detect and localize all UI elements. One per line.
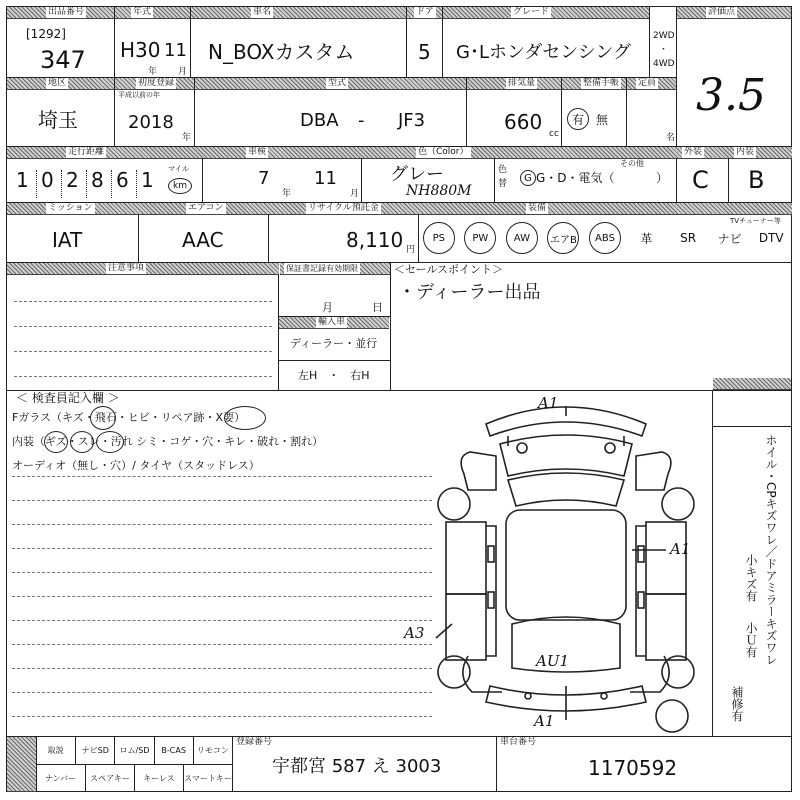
side-note-line-4: 補修有	[730, 686, 744, 722]
record-yes-circled: 有	[567, 108, 589, 130]
model-code-value: JF3	[398, 110, 426, 131]
equipment-item	[543, 216, 585, 260]
paint-other-label: その他	[620, 159, 644, 168]
equipment-label: エアB	[547, 222, 579, 254]
region-header: 地区	[48, 78, 67, 88]
shaken-tsuki: 月	[350, 189, 360, 199]
bottom-cell: スマートキー	[183, 764, 232, 792]
equipment-label: ABS	[589, 222, 621, 254]
auction-sheet	[6, 6, 792, 792]
left-front-fender	[461, 452, 496, 490]
first-reg-suffix: 年	[182, 133, 192, 143]
plate-header: 登録番号	[236, 737, 273, 747]
lot-code: [1292]	[26, 27, 66, 41]
warranty-header: 保証書記録有効期限	[286, 264, 358, 273]
model-code-header: 型式	[328, 78, 347, 88]
model-code-prefix: DBA	[300, 110, 339, 131]
bottom-cell: リモコン	[193, 736, 232, 764]
mark-chip-circle	[90, 406, 116, 430]
import-header: 輸入車	[318, 317, 346, 327]
color-code: NH880M	[406, 183, 472, 199]
plate-value: 宇都宮 587 え 3003	[272, 756, 442, 777]
equipment-item	[626, 216, 668, 260]
recycle-unit: 円	[406, 245, 416, 255]
side-note-line-1: ホイル・CPキズワレ／ドアミラーキズワレ	[764, 434, 778, 666]
year-nen-label: 年	[148, 67, 158, 77]
row3-header-band	[7, 147, 792, 159]
right-front-wheel	[662, 488, 694, 520]
car-diagram	[416, 386, 716, 736]
bottom-cell: B-CAS	[154, 736, 193, 764]
equipment-item	[667, 216, 709, 260]
color-change-1: 色	[498, 165, 508, 175]
score-value: 3.5	[696, 70, 766, 121]
year-month: 11	[164, 40, 187, 61]
chassis-header: 車台番号	[500, 737, 537, 747]
doors-header: ドア	[416, 7, 434, 17]
equipment-item	[460, 216, 502, 260]
recycle-header: リサイクル預託金	[308, 203, 379, 213]
mark-repair-circle	[224, 406, 266, 430]
chassis-value: 1170592	[588, 756, 678, 780]
exterior-value: C	[692, 166, 709, 194]
roof	[506, 510, 626, 620]
aircon-header: エアコン	[188, 203, 224, 213]
equipment-label: DTV	[758, 231, 784, 245]
capacity-suffix: 名	[666, 133, 676, 143]
shaken-header: 車検	[248, 147, 267, 157]
displacement-header: 排気量	[508, 78, 536, 88]
bottom-left-hatch	[7, 737, 36, 792]
inspector-line-2: 内装（ギズ・スレ・汚れ シミ・コゲ・穴・キレ・破れ・割れ）	[12, 435, 324, 448]
displacement-unit: cc	[549, 129, 559, 139]
score-header: 評価点	[708, 7, 736, 17]
interior-header: 内装	[736, 147, 755, 157]
region-value: 埼玉	[38, 108, 78, 132]
windshield	[508, 473, 624, 506]
equipment-item	[584, 216, 626, 260]
aircon-value: AAC	[182, 228, 224, 252]
first-reg-year: 2018	[128, 112, 174, 133]
warranty-day: 日	[372, 301, 383, 314]
left-front-wheel	[438, 488, 470, 520]
capacity-header: 定員	[638, 78, 657, 88]
paint-close-paren: ）	[656, 171, 669, 185]
color-change-2: 替	[498, 179, 508, 189]
notes-header: 注意事項	[108, 263, 145, 273]
mileage-digit: 2	[66, 168, 79, 192]
hood	[500, 435, 632, 476]
bottom-cell: スペアキー	[85, 764, 134, 792]
mileage-digit: 1	[141, 168, 154, 192]
handle-side: 左H ・ 右H	[298, 369, 370, 382]
paint-g-circled: G	[520, 170, 536, 186]
bottom-cell: ナンバー	[44, 773, 77, 783]
drive-dot: ・	[659, 45, 669, 55]
paint-options: G・D・電気（	[536, 171, 615, 185]
color-value: グレー	[390, 164, 444, 185]
bottom-cell: ナビSD	[75, 736, 114, 764]
inspector-header: ＜ 検査員記入欄 ＞	[16, 391, 120, 405]
right-front-door	[646, 522, 686, 594]
mark-rub-circle	[70, 431, 94, 453]
grade-value: G･Lホンダセンシング	[456, 42, 631, 63]
mileage-digit: 6	[116, 168, 129, 192]
right-front-fender	[636, 452, 671, 490]
mark-rear-window: AU1	[536, 652, 570, 670]
equipment-item	[501, 216, 543, 260]
year-era: H30	[120, 38, 161, 62]
equipment-label: SR	[680, 231, 697, 245]
mark-right: A1	[670, 540, 691, 558]
left-rear-door	[446, 594, 486, 660]
warranty-month: 月	[322, 301, 333, 314]
equipment-label: AW	[506, 222, 538, 254]
mark-front: A1	[538, 394, 559, 412]
record-no: 無	[596, 113, 609, 127]
drive-2wd: 2WD	[653, 31, 675, 41]
sidenote-header-band	[713, 378, 791, 390]
color-header: 色（Color）	[418, 147, 469, 157]
model-name: N_BOXカスタム	[208, 40, 355, 64]
row4-header-band	[7, 203, 792, 215]
recycle-value: 8,110	[346, 228, 404, 252]
shaken-nen: 年	[282, 189, 292, 199]
inspector-line-3: オーディオ（無し・穴）/ タイヤ（スタッドレス）	[12, 459, 260, 472]
equipment-item	[750, 216, 792, 260]
dealer-parallel: ディーラー・並行	[290, 337, 378, 350]
shaken-day: 11	[314, 168, 337, 189]
bottom-cell: 取説	[47, 745, 64, 755]
interior-value: B	[748, 166, 765, 194]
equipment-label: PW	[464, 222, 496, 254]
drive-4wd: 4WD	[653, 59, 675, 69]
mark-dirt-circle	[96, 431, 124, 453]
side-note-line-3: 小Ｕ有	[744, 622, 758, 658]
mark-rear: A1	[534, 712, 555, 730]
mark-left: A3	[404, 624, 425, 642]
right-rear-door	[646, 594, 686, 660]
inspector-line-1: Fガラス（キズ・飛石・ヒビ・リペア跡・X要）	[12, 411, 246, 424]
year-header: 年式	[133, 7, 152, 17]
model-header: 車名	[253, 7, 272, 17]
row1-header-band	[7, 7, 649, 19]
displacement-value: 660	[504, 110, 543, 134]
equipment-label: 革	[640, 231, 653, 246]
door-count: 5	[418, 40, 431, 64]
exterior-header: 外装	[684, 147, 703, 157]
equipment-item	[418, 216, 460, 260]
mileage-digit: 1	[16, 168, 29, 192]
sales-point-text: ・ディーラー出品	[398, 282, 541, 303]
bottom-cell: ロム/SD	[114, 736, 153, 764]
model-code-dash: -	[358, 110, 365, 131]
sales-point-header: ＜セールスポイント＞	[394, 263, 504, 276]
mileage-unit-km-circled: km	[168, 178, 192, 194]
first-reg-header: 初度登録	[138, 78, 175, 88]
first-reg-note: 平成以前の年	[118, 91, 160, 99]
year-tsuki-label: 月	[178, 67, 188, 77]
lot-header: 出品番号	[48, 7, 85, 17]
side-note-line-2: 小キズ有	[744, 554, 758, 602]
lot-number: 347	[40, 46, 86, 74]
grade-header: グレード	[513, 7, 550, 17]
mileage-digit: 0	[41, 168, 54, 192]
mileage-header: 走行距離	[68, 147, 105, 157]
equipment-label: PS	[423, 222, 455, 254]
equipment-label: ナビ	[717, 231, 742, 246]
equipment-header: 装備	[528, 203, 547, 213]
spare-tire-circle	[656, 700, 688, 732]
tuner-label: TVチューナー等	[730, 217, 781, 225]
left-front-door	[446, 522, 486, 594]
bottom-cell: キーレス	[134, 764, 183, 792]
shaken-month: 7	[258, 168, 270, 189]
mileage-unit-mile: マイル	[168, 165, 189, 173]
transmission-value: IAT	[52, 228, 83, 252]
equipment-item	[709, 216, 751, 260]
transmission-header: ミッション	[48, 203, 93, 213]
record-header: 整備手帳	[583, 78, 620, 88]
mileage-digit: 8	[91, 168, 104, 192]
mark-scratch-circle	[44, 431, 68, 453]
